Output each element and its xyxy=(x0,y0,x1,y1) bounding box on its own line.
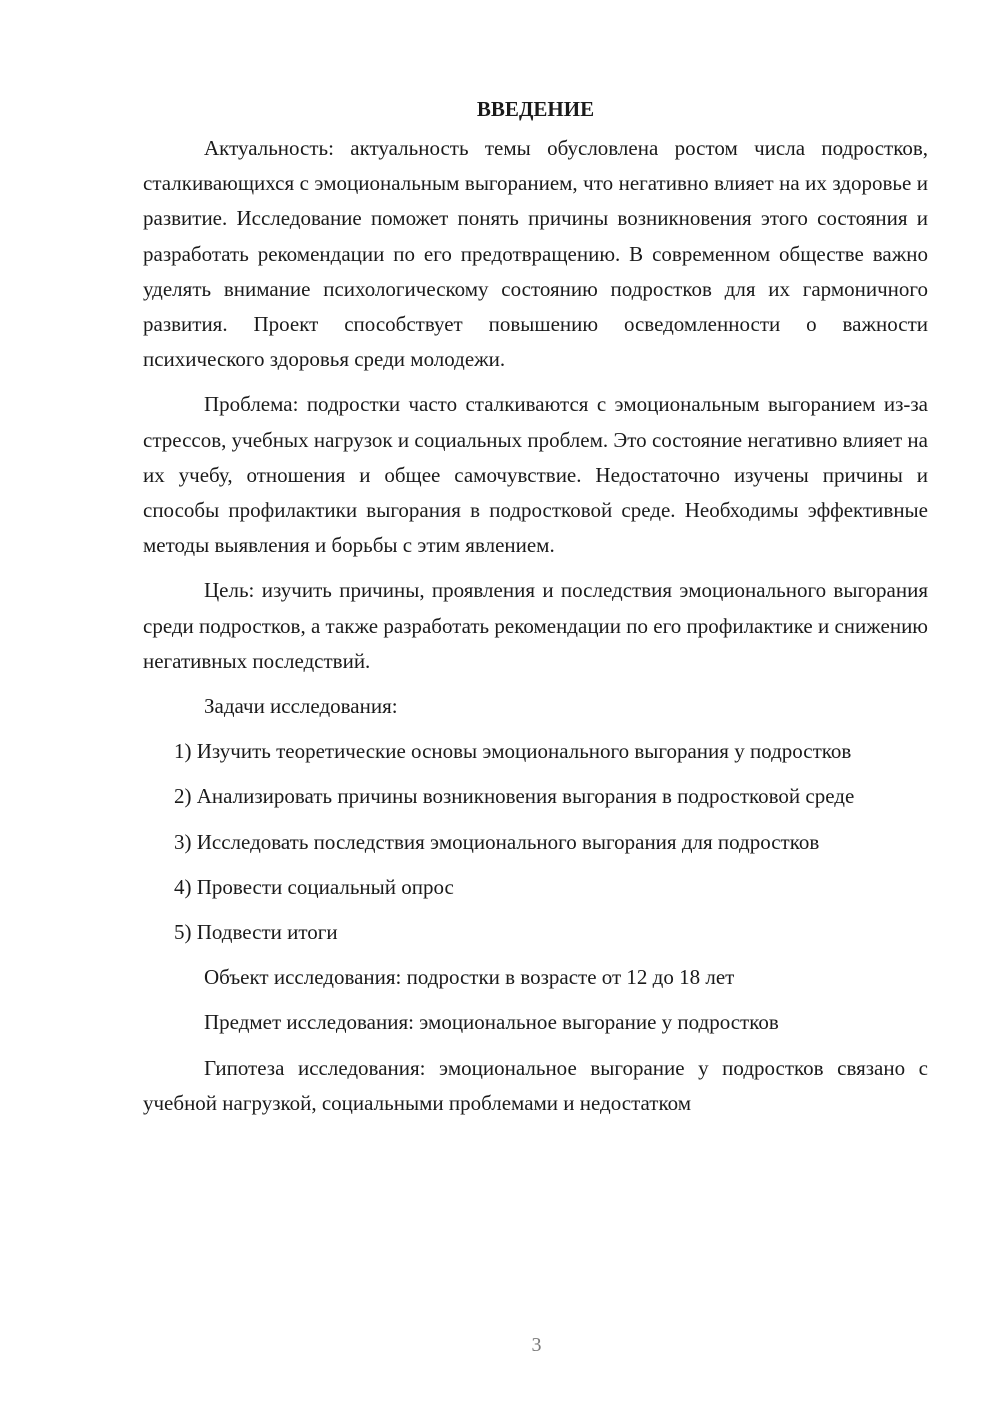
hypothesis-paragraph: Гипотеза исследования: эмоциональное выгорание у подростков связано с учебной нагрузкой, социальными проблемами и недостатком xyxy=(143,1055,928,1115)
document-page xyxy=(143,92,928,1131)
subject-paragraph: Предмет исследования: эмоциональное выгорание у подростков xyxy=(204,1010,779,1035)
section-title: ВВЕДЕНИЕ xyxy=(476,97,595,121)
task-item: 4) Провести социальный опрос xyxy=(174,874,454,899)
tasks-heading: Задачи исследования: xyxy=(204,694,398,719)
object-paragraph: Объект исследования: подростки в возрасте от 12 до 18 лет xyxy=(204,965,735,990)
task-item: 2) Анализировать причины возникновения выгорания в подростковой среде xyxy=(174,784,855,809)
task-item: 3) Исследовать последствия эмоционального выгорания для подростков xyxy=(174,829,820,854)
relevance-paragraph: Актуальность: актуальность темы обусловлена ростом числа подростков, сталкивающихся с эмоциональным выгоранием, что негативно влияет на их здоровье и развитие. Исследование поможет понять причины возникновения этого состояния и разработать рекомендации по его предотвращению. В современном обществе важно уделять внимание психологическому состоянию подростков для их гармоничного развития. Проект способствует повышению осведомленности о важности психического здоровья среди молодежи. xyxy=(143,136,928,372)
page-number: 3 xyxy=(531,1334,542,1356)
goal-paragraph: Цель: изучить причины, проявления и последствия эмоционального выгорания среди подростков, а также разработать рекомендации по его профилактике и снижению негативных последствий. xyxy=(143,578,928,673)
task-item: 5) Подвести итоги xyxy=(174,920,338,945)
problem-paragraph: Проблема: подростки часто сталкиваются с эмоциональным выгоранием из-за стрессов, учебных нагрузок и социальных проблем. Это состояние негативно влияет на их учебу, отношения и общее самочувствие. Недостаточно изучены причины и способы профилактики выгорания в подростковой среде. Необходимы эффективные методы выявления и борьбы с этим явлением. xyxy=(143,392,928,558)
task-item: 1) Изучить теоретические основы эмоционального выгорания у подростков xyxy=(174,739,852,764)
